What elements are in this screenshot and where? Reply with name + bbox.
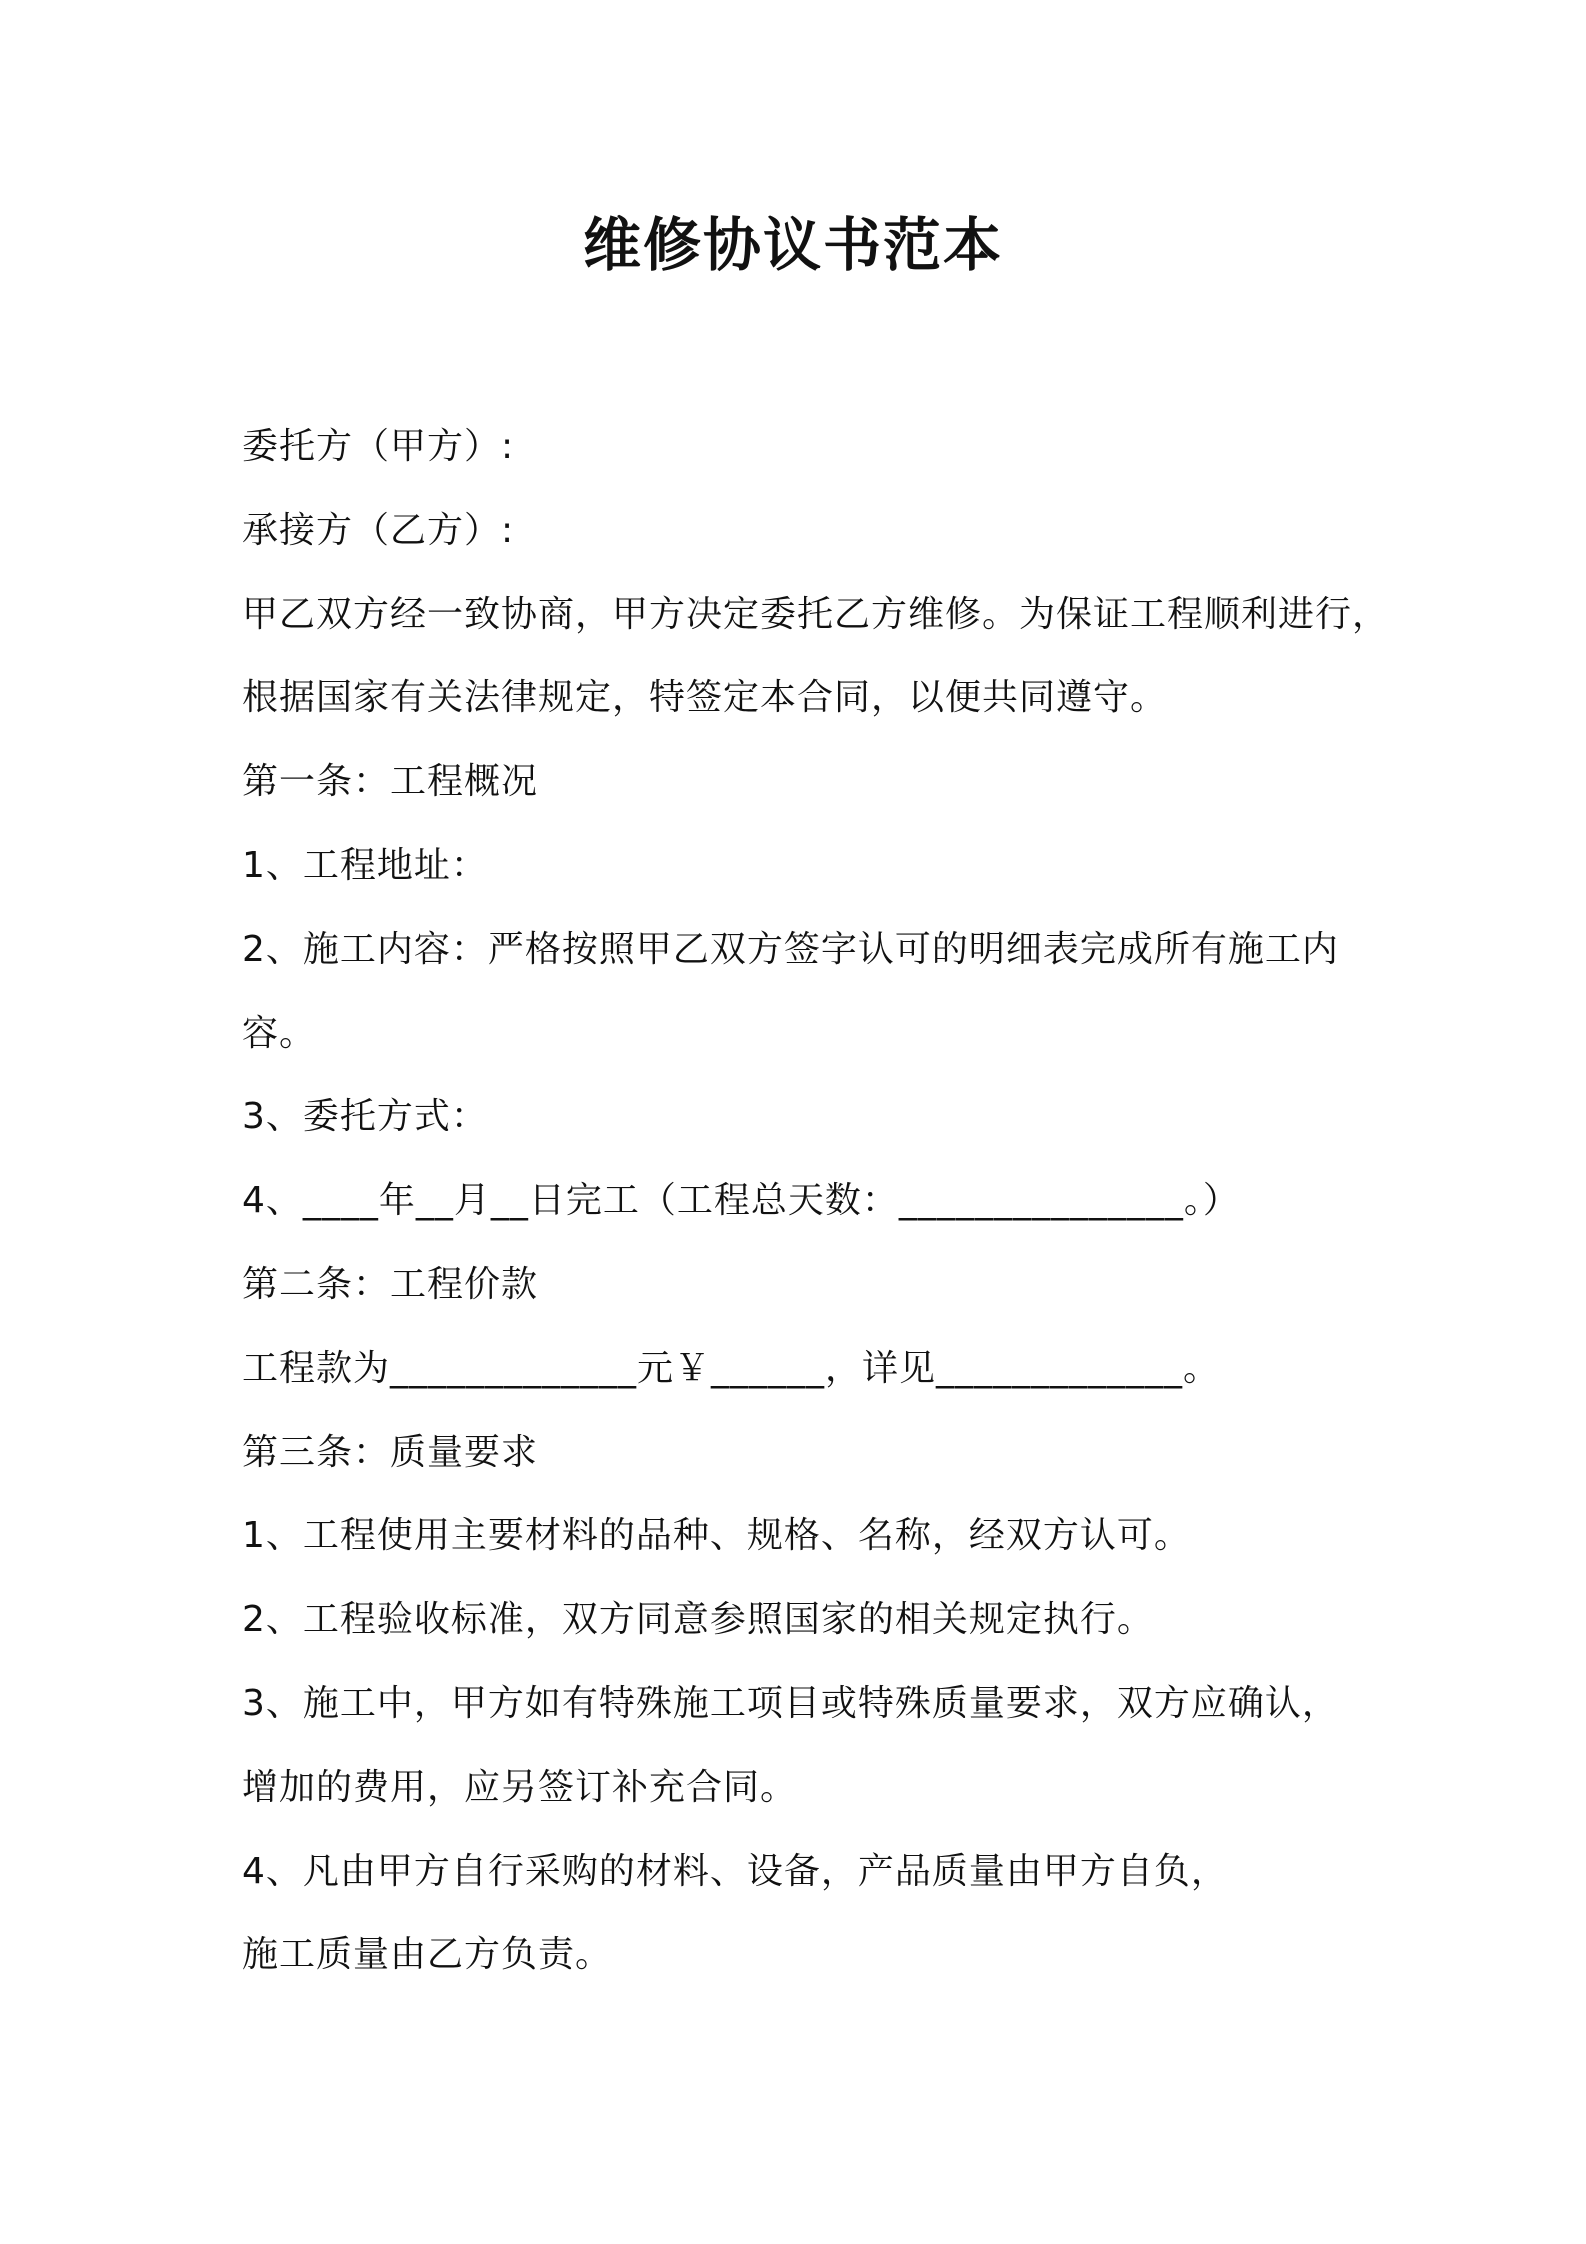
article-1-item-4: 4、____年__月__日完工（工程总天数：_______________。） (242, 1180, 1240, 1222)
article-3-heading: 第三条：质量要求 (242, 1431, 539, 1473)
party-a-line: 委托方（甲方）: (242, 426, 515, 467)
article-3-item-3-cont: 增加的费用，应另签订补充合同。 (242, 1766, 798, 1808)
article-3-item-3: 3、施工中，甲方如有特殊施工项目或特殊质量要求，双方应确认， (242, 1682, 1339, 1724)
article-3-item-1: 1、工程使用主要材料的品种、规格、名称，经双方认可。 (242, 1515, 1191, 1557)
document-body (242, 405, 1390, 1997)
article-2-price-line: 工程款为_____________元￥______，详见_____________。 (242, 1347, 1221, 1389)
party-b-line: 承接方（乙方）: (242, 509, 515, 551)
article-2-heading: 第二条：工程价款 (242, 1263, 539, 1305)
article-3-item-4: 4、凡由甲方自行采购的材料、设备，产品质量由甲方自负， (242, 1850, 1228, 1892)
document-title: 维修协议书范本 (582, 211, 1003, 279)
article-1-item-2: 2、施工内容：严格按照甲乙双方签字认可的明细表完成所有施工内 (242, 928, 1339, 970)
article-1-item-2-cont: 容。 (242, 1012, 317, 1054)
article-1-heading: 第一条：工程概况 (242, 761, 539, 803)
article-1-item-1: 1、工程地址： (242, 844, 488, 886)
intro-line-2: 根据国家有关法律规定，特签定本合同，以便共同遵守。 (242, 677, 1168, 719)
article-1-item-3: 3、委托方式： (242, 1096, 488, 1138)
article-3-item-4-cont: 施工质量由乙方负责。 (242, 1934, 613, 1976)
intro-line-1: 甲乙双方经一致协商，甲方决定委托乙方维修。为保证工程顺利进行， (242, 593, 1390, 635)
article-3-item-2: 2、工程验收标准，双方同意参照国家的相关规定执行。 (242, 1599, 1154, 1641)
